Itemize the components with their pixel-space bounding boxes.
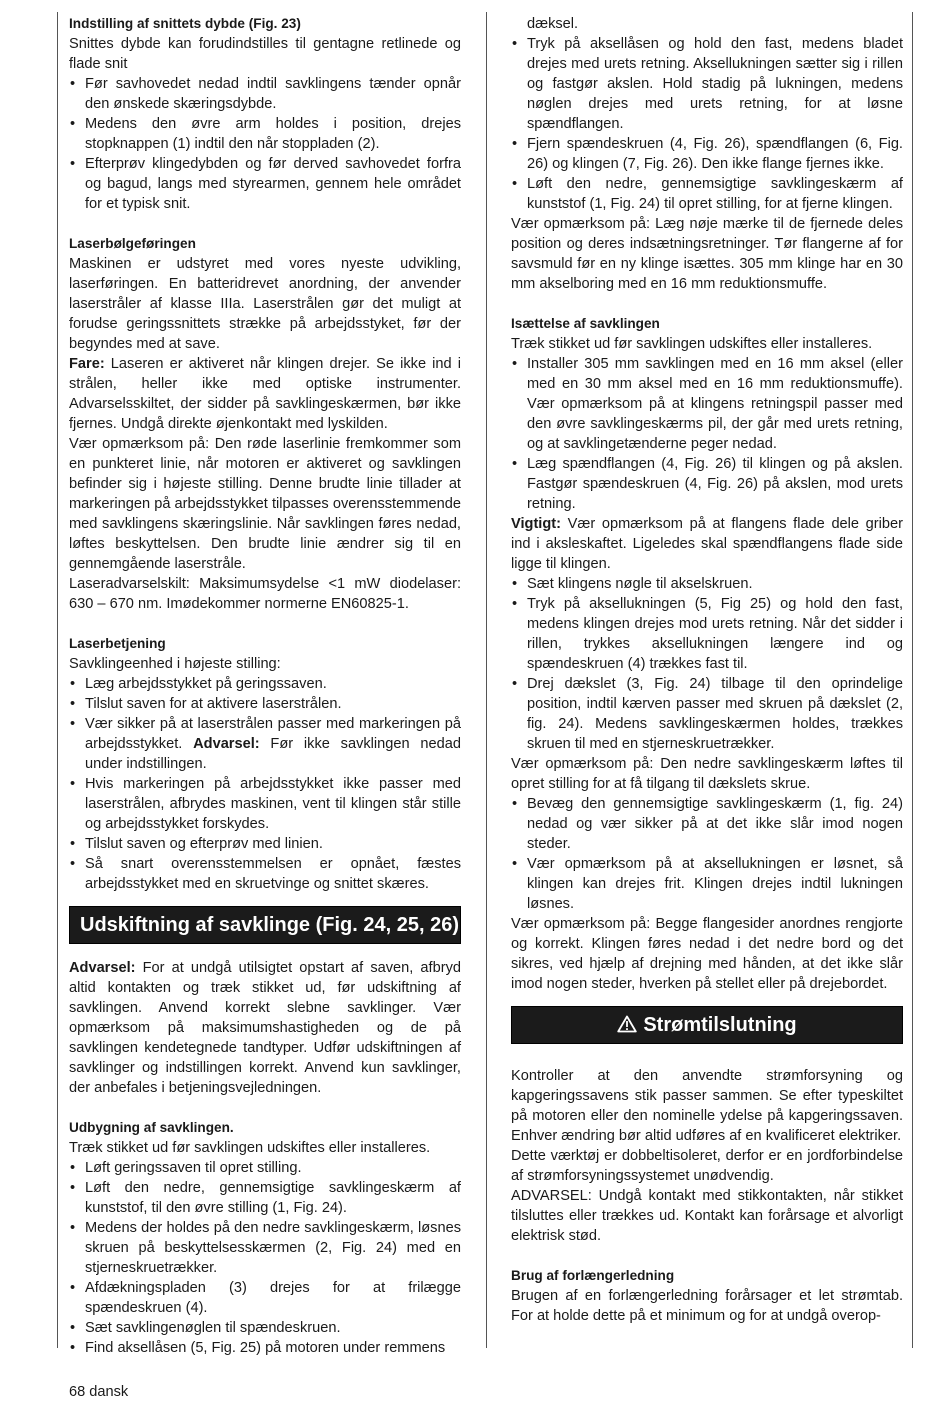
list-item: • Hvis markeringen på arbejdsstykket ikke passer med laserstrålen, afbrydes maskinen, vent til klingen står stille og arbejdsstykket forskydes.	[69, 774, 461, 834]
section-heading: Laserbetjening	[69, 636, 166, 651]
paragraph: Laseradvarselskilt: Maksimumsydelse <1 mW diodelaser: 630 – 670 nm. Imødekommer normerne EN60825-1.	[69, 576, 461, 612]
center-column-rule	[486, 12, 487, 1348]
list-item: • Efterprøv klingedybden og før derved savhovedet forfra og bagud, langs med styrearmen, gennem hele området for et typisk snit.	[69, 154, 461, 214]
list-item: • Afdækningspladen (3) drejes for at frilægge spændeskruen (4).	[69, 1278, 461, 1318]
banner-title: Strømtilslutning	[643, 1014, 797, 1036]
paragraph: Træk stikket ud før savklingen udskiftes eller installeres.	[69, 1140, 431, 1156]
bullet-list	[511, 354, 903, 514]
paragraph: Savklingeenhed i højeste stilling:	[69, 656, 281, 672]
paragraph: Snittes dybde kan forudindstilles til gentagne retlinede og flade snit	[69, 36, 461, 72]
section-heading: Brug af forlængerledning	[511, 1268, 675, 1283]
list-item: • Løft den nedre, gennemsigtige savklingeskærm af kunststof (1, Fig. 24) til opret stilling, for at fjerne klingen.	[511, 174, 903, 214]
paragraph: Vær opmærksom på: Den røde laserlinie fremkommer som en punkteret linie, når motoren er aktiveret og savklingen befinder sig i højeste stilling. Denne brudte linie tillader at markeringen på arbejdsstykket tilpasses overensstemmende med savklingens skæringslinie. Når savklingen føres nedad, løftes beskyttelsen. Den brudte linie ændrer sig til en gennemgående laserstråle.	[69, 436, 461, 572]
section-banner	[511, 1006, 903, 1044]
bullet-list	[69, 674, 461, 894]
warning-label: Advarsel:	[69, 960, 136, 976]
list-item: • Læg arbejdsstykket på geringssaven.	[69, 674, 461, 694]
section-banner: Udskiftning af savklinge (Fig. 24, 25, 26)	[69, 906, 461, 944]
danger-label: Fare:	[69, 356, 105, 372]
list-item: • Så snart overensstemmelsen er opnået, fæstes arbejdsstykket med en skruetvinge og snittet skæres.	[69, 854, 461, 894]
warning-triangle-icon	[617, 1015, 637, 1033]
list-item: • Tryk på aksellukningen (5, Fig 25) og hold den fast, medens klingen drejes mod urets retning. Når det sidder i rillen, trykkes aksellukningen længere ind og spændeskruen (4) trækkes fast til.	[511, 594, 903, 674]
list-item: • Bevæg den gennemsigtige savklingeskærm (1, fig. 24) nedad og vær sikker på at det ikke slår imod nogen steder.	[511, 794, 903, 854]
paragraph: Advarsel: For at undgå utilsigtet opstart af saven, afbryd altid kontakten og træk stikket ud, før udskiftning af savklingen. Anvend korrekt slebne savklinger. Vær opmærksom på maksimumshastigheden og de på savklingen kendetegnede tandtyper. Udfør udskiftningen af savklinger og indstillingen korrekt. Anvend kun savklinger, der anbefales i betjeningsvejledningen.	[69, 960, 461, 1096]
right-column-rule	[912, 12, 913, 1348]
list-item: • Fjern spændeskruen (4, Fig. 26), spændflangen (6, Fig. 26) og klingen (7, Fig. 26). Den ikke flange fjernes ikke.	[511, 134, 903, 174]
left-column	[69, 14, 461, 1358]
list-item: • Drej dækslet (3, Fig. 24) tilbage til den oprindelige position, indtil kærven passer med skruen på dækslet (2, fig. 24). Medens savklingeskærmen holdes, trækkes skruen til med en stjerneskruetrækker.	[511, 674, 903, 754]
list-item: • Løft geringssaven til opret stilling.	[69, 1158, 461, 1178]
list-item: • Medens der holdes på den nedre savklingeskærm, løsnes skruen på beskyttelsesskærmen (2, Fig. 24) med en stjerneskruetrækker.	[69, 1218, 461, 1278]
paragraph: Dette værktøj er dobbeltisoleret, derfor er en jordforbindelse af strømforsyningssystemet unødvendig.	[511, 1148, 903, 1184]
list-item: • Løft den nedre, gennemsigtige savklingeskærm af kunststof, til den øvre stilling (1, Fig. 24).	[69, 1178, 461, 1218]
paragraph: Maskinen er udstyret med vores nyeste udvikling, laserføringen. En batteridrevet anordning, der anvender laserstråler af klasse IIIa. Laserstrålen gør det muligt at forudse geringssnittets strække på arbejdsstyket, før der begyndes med at save.	[69, 256, 461, 352]
bullet-list	[69, 1158, 461, 1358]
paragraph: Vigtigt: Vær opmærksom på at flangens flade dele griber ind i aksleskaftet. Ligeledes skal spændflangens flade side ligge til klingen.	[511, 516, 903, 572]
section-heading: Laserbølgeføringen	[69, 236, 196, 251]
paragraph: Brugen af en forlængerledning forårsager et let strømtab. For at holde dette på et minimum og for at undgå overop-	[511, 1288, 903, 1324]
list-item: • Find aksellåsen (5, Fig. 25) på motoren under remmens	[69, 1338, 461, 1358]
list-item: • Tryk på aksellåsen og hold den fast, medens bladet drejes med urets retning. Aksellukningen sætter sig i rillen og fastgør akslen. Hold stadig på lukningen, medens nøglen drejes med urets retning, for at løsne spændflangen.	[511, 34, 903, 134]
list-item: • Sæt klingens nøgle til akselskruen.	[511, 574, 903, 594]
bullet-list	[511, 34, 903, 214]
list-item: • Vær sikker på at laserstrålen passer med markeringen på arbejdsstykket. Advarsel: Før ikke savklingen nedad under indstillingen.	[69, 714, 461, 774]
list-item: • Vær opmærksom på at aksellukningen er løsnet, så klingen kan drejes frit. Klingen drejes indtil lukningen løsnes.	[511, 854, 903, 914]
list-item: • Installer 305 mm savklingen med en 16 mm aksel (eller med en 30 mm aksel med en 16 mm reduktionsmuffe). Vær opmærksom på at klingens retningspil passer med den øvre savklingeskærms pil, der går med urets retning, og at savklingetænderne peger nedad.	[511, 354, 903, 454]
right-column	[511, 14, 903, 1326]
page-number: 68 dansk	[69, 1384, 129, 1400]
bullet-list	[511, 794, 903, 914]
paragraph: ADVARSEL: Undgå kontakt med stikkontakten, når stikket tilsluttes eller trækkes ud. Kontakt kan forårsage et alvorligt elektrisk stød.	[511, 1188, 903, 1244]
paragraph: Fare: Laseren er aktiveret når klingen drejer. Se ikke ind i strålen, heller ikke med optiske instrumenter. Advarselsskiltet, der sidder på savklingeskærmen, bør ikke fjernes. Undgå direkte øjenkontakt med lyskilden.	[69, 356, 461, 432]
section-heading: Isættelse af savklingen	[511, 316, 660, 331]
list-item: • Medens den øvre arm holdes i position, drejes stopknappen (1) indtil den når stoppladen (2).	[69, 114, 461, 154]
important-label: Vigtigt:	[511, 516, 561, 532]
warning-label: Advarsel:	[193, 736, 260, 752]
bullet-list	[511, 574, 903, 754]
paragraph: dæksel.	[527, 16, 579, 32]
list-item: • Sæt savklingenøglen til spændeskruen.	[69, 1318, 461, 1338]
bullet-list	[69, 74, 461, 214]
left-column-rule	[57, 12, 58, 1348]
section-heading: Udbygning af savklingen.	[69, 1120, 234, 1135]
list-item: • Før savhovedet nedad indtil savklingens tænder opnår den ønskede skæringsdybde.	[69, 74, 461, 114]
paragraph: Kontroller at den anvendte strømforsyning og kapgeringssavens stik passer sammen. Se efter typeskiltet på motoren eller den nominelle ydelse på kapgeringssaven. Enhver ændring bør altid udføres af en kvalificeret elektriker.	[511, 1068, 903, 1144]
paragraph: Vær opmærksom på: Den nedre savklingeskærm løftes til opret stilling for at få tilgang til dækslets skrue.	[511, 756, 903, 792]
list-item: • Tilslut saven og efterprøv med linien.	[69, 834, 461, 854]
list-item: • Læg spændflangen (4, Fig. 26) til klingen og på akslen. Fastgør spændeskruen (4, Fig. 26) på akslen, mod urets retning.	[511, 454, 903, 514]
section-heading: Indstilling af snittets dybde (Fig. 23)	[69, 16, 301, 31]
paragraph: Træk stikket ud før savklingen udskiftes eller installeres.	[511, 336, 873, 352]
paragraph: Vær opmærksom på: Begge flangesider anordnes rengjorte og korrekt. Klingen føres nedad i det nedre bord og det sikres, ved hjælp af drejning med hånden, at det ikke slår imod nogen steder, hverken på stellet eller på drejebordet.	[511, 916, 903, 992]
paragraph: Vær opmærksom på: Læg nøje mærke til de fjernede deles position og deres indsætningsretninger. Tør flangerne af for savsmuld før en ny klinge isættes. 305 mm klinge har en 30 mm akselboring med en 16 mm reduktionsmuffe.	[511, 216, 903, 292]
list-item: • Tilslut saven for at aktivere laserstrålen.	[69, 694, 461, 714]
